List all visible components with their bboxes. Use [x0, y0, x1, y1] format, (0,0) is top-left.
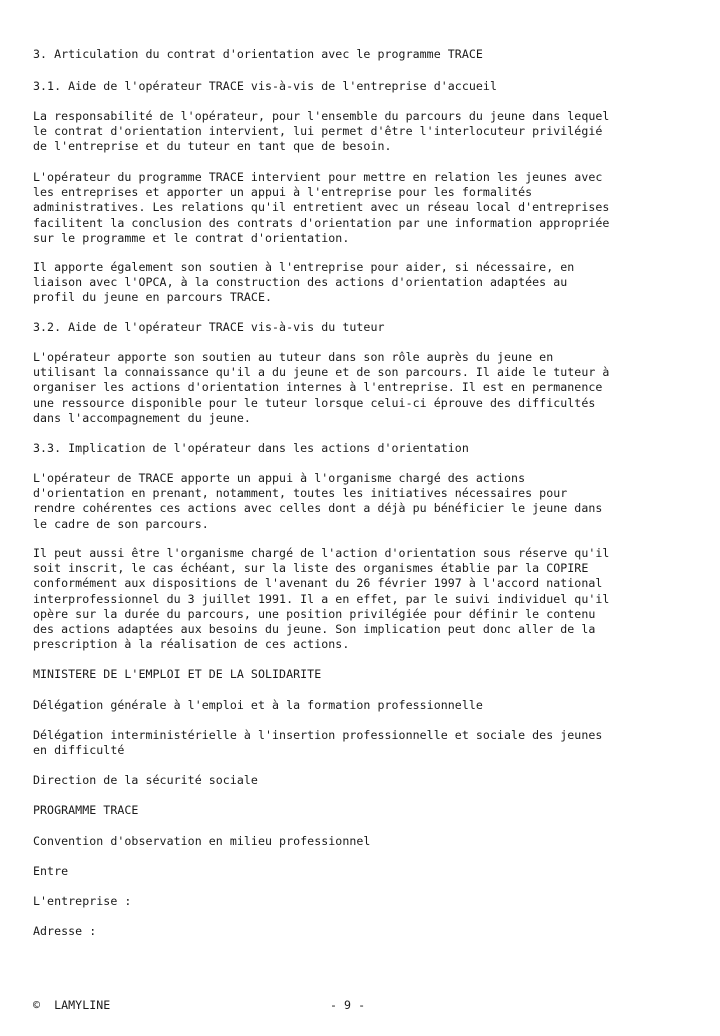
footer-page-number: - 9 -: [330, 998, 366, 1012]
section-3-1-paragraph-3: Il apporte également son soutien à l'entreprise pour aider, si nécessaire, en liaison avec l'OPCA, à la construction des actions d'orientation adaptées au profil du jeune en parcours TRACE.: [33, 260, 575, 305]
section-3-3-paragraph-1: L'opérateur de TRACE apporte un appui à l'organisme chargé des actions d'orientation en prenant, notamment, toutes les initiatives nécessaires pour rendre cohérentes ces actions avec celles dont a déjà pu bénéficier le jeune dans le cadre de son parcours.: [33, 471, 603, 531]
dss-line: Direction de la sécurité sociale: [33, 773, 258, 787]
section-3-1-paragraph-2: L'opérateur du programme TRACE intervient pour mettre en relation les jeunes avec les entreprises et apporter un appui à l'entreprise pour les formalités administratives. Les relations qu'il entretient avec un réseau local d'entreprises facilitent la conclusion des contrats d'orientation par une information appropriée sur le programme et le contrat d'orientation.: [33, 170, 610, 245]
section-3-2-paragraph-1: L'opérateur apporte son soutien au tuteur dans son rôle auprès du jeune en utilisant la connaissance qu'il a du jeune et de son parcours. Il aide le tuteur à organiser les actions d'orientation internes à l'entreprise. Il est en permanence une ressource disponible pour le tuteur lorsque celui-ci éprouve des difficultés dans l'accompagnement du jeune.: [33, 350, 610, 425]
section-3-1-heading: 3.1. Aide de l'opérateur TRACE vis-à-vis de l'entreprise d'accueil: [33, 79, 497, 93]
dii-line: Délégation interministérielle à l'insertion professionnelle et sociale des jeunes en difficulté: [33, 728, 603, 758]
section-3-2-heading: 3.2. Aide de l'opérateur TRACE vis-à-vis du tuteur: [33, 320, 385, 334]
adresse-field-label: Adresse :: [33, 924, 97, 938]
footer-copyright: © LAMYLINE: [33, 998, 111, 1012]
programme-trace-line: PROGRAMME TRACE: [33, 803, 139, 817]
section-3-3-heading: 3.3. Implication de l'opérateur dans les actions d'orientation: [33, 441, 469, 455]
section-3-1-paragraph-1: La responsabilité de l'opérateur, pour l'ensemble du parcours du jeune dans lequel le contrat d'orientation intervient, lui permet d'être l'interlocuteur privilégié de l'entreprise et du tuteur en tant que de besoin.: [33, 109, 610, 154]
section-3-heading: 3. Articulation du contrat d'orientation avec le programme TRACE: [33, 47, 483, 61]
dgefp-line: Délégation générale à l'emploi et à la formation professionnelle: [33, 698, 483, 712]
entre-line: Entre: [33, 864, 69, 878]
section-3-3-paragraph-2: Il peut aussi être l'organisme chargé de l'action d'orientation sous réserve qu'il soit inscrit, le cas échéant, sur la liste des organismes établie par la COPIRE conformément aux dispositions de l'avenant du 26 février 1997 à l'accord national interprofessionnel du 3 juillet 1991. Il a en effet, par le suivi individuel qu'il opère sur la durée du parcours, une position privilégiée pour définir le contenu des actions adaptées aux besoins du jeune. Son implication peut donc aller de la prescription à la réalisation de ces actions.: [33, 546, 610, 652]
ministry-heading: MINISTERE DE L'EMPLOI ET DE LA SOLIDARITE: [33, 667, 322, 681]
entreprise-field-label: L'entreprise :: [33, 894, 132, 908]
convention-title: Convention d'observation en milieu professionnel: [33, 834, 371, 848]
